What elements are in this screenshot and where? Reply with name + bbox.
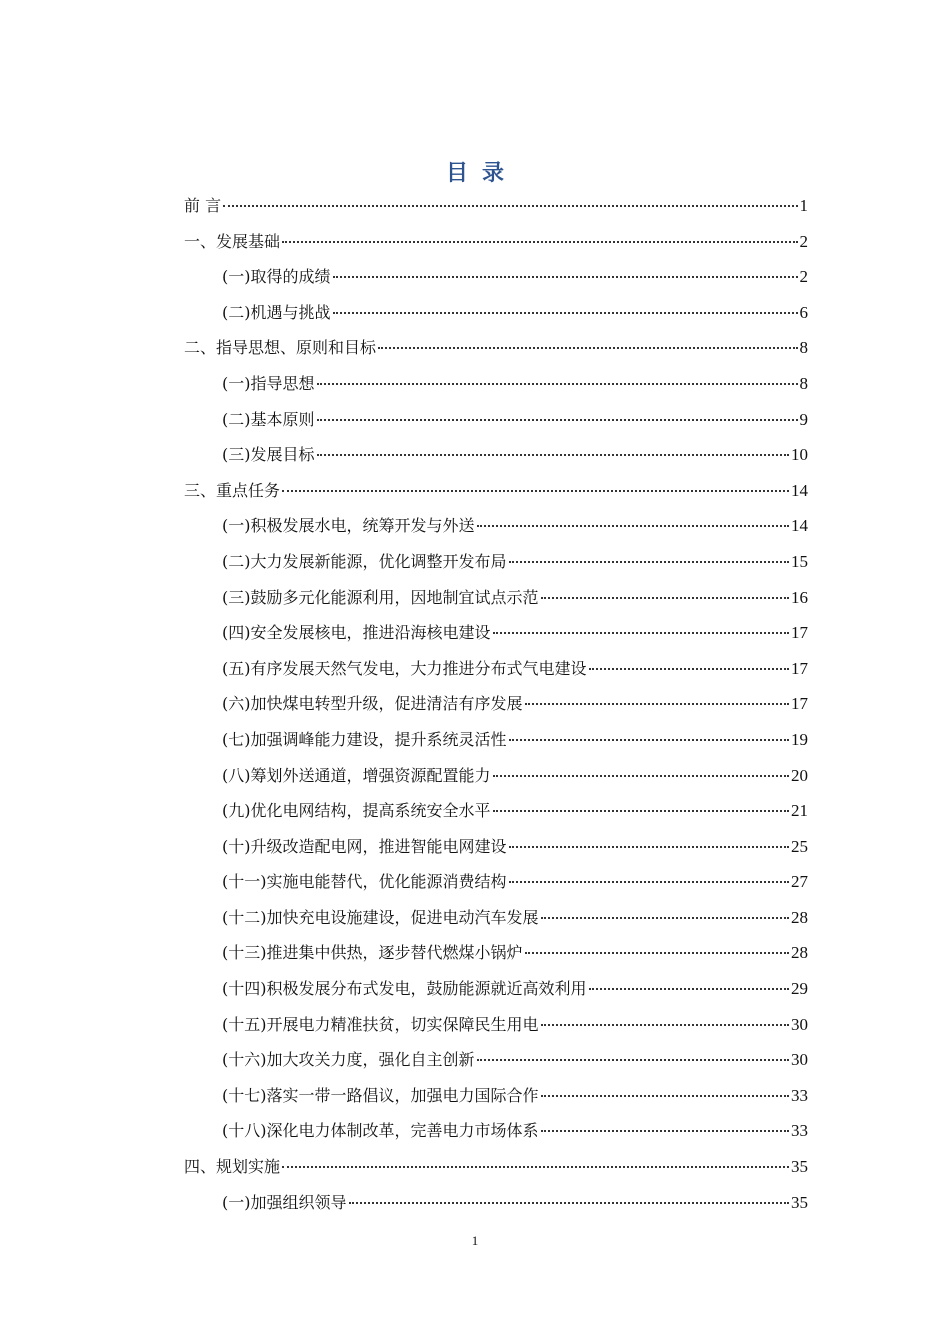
toc-entry[interactable] — [184, 437, 808, 473]
toc-entry-page: 19 — [791, 729, 808, 749]
toc-entry[interactable] — [184, 935, 808, 971]
toc-entry[interactable] — [184, 1042, 808, 1078]
toc-entry[interactable] — [184, 330, 808, 366]
toc-entry-label: (一)取得的成绩 — [222, 267, 331, 287]
dot-leader — [541, 1130, 790, 1132]
toc-entry-page: 33 — [791, 1121, 808, 1141]
toc-entry-page: 2 — [799, 267, 808, 287]
toc-entry[interactable] — [184, 188, 808, 224]
toc-entry[interactable] — [184, 971, 808, 1007]
dot-leader — [541, 1024, 790, 1026]
dot-leader — [589, 988, 790, 990]
toc-entry-page: 28 — [791, 943, 808, 963]
toc-entry[interactable] — [184, 651, 808, 687]
dot-leader — [477, 1059, 790, 1061]
toc-entry[interactable] — [184, 473, 808, 509]
toc-entry[interactable] — [184, 259, 808, 295]
dot-leader — [493, 632, 790, 634]
dot-leader — [525, 952, 790, 954]
dot-leader — [477, 525, 790, 527]
toc-entry-label: (九)优化电网结构，提高系统安全水平 — [222, 801, 491, 821]
toc-entry-page: 35 — [791, 1157, 808, 1177]
toc-entry-label: (一)加强组织领导 — [222, 1192, 347, 1212]
toc-entry-page: 20 — [791, 765, 808, 785]
dot-leader — [493, 775, 790, 777]
toc-entry-label: (十八)深化电力体制改革，完善电力市场体系 — [222, 1121, 539, 1141]
dot-leader — [509, 561, 790, 563]
dot-leader — [282, 241, 797, 243]
toc-entry-label: 一、发展基础 — [184, 231, 281, 251]
toc-entry-page: 1 — [799, 196, 808, 215]
toc-entry-label: (三)鼓励多元化能源利用，因地制宜试点示范 — [222, 587, 539, 607]
toc-entry-page: 15 — [791, 551, 808, 571]
toc-entry[interactable] — [184, 793, 808, 829]
toc-entry-label: (十四)积极发展分布式发电，鼓励能源就近高效利用 — [222, 979, 587, 999]
toc-entry[interactable] — [184, 508, 808, 544]
toc-entry-page: 35 — [791, 1192, 808, 1212]
toc-entry[interactable] — [184, 1078, 808, 1114]
toc-entry-page: 8 — [799, 373, 808, 393]
toc-list — [184, 188, 808, 1220]
toc-entry-label: 四、规划实施 — [184, 1157, 281, 1177]
toc-entry[interactable] — [184, 366, 808, 402]
dot-leader — [493, 810, 790, 812]
page-number: 1 — [471, 1233, 479, 1248]
toc-entry-label: (三)发展目标 — [222, 445, 315, 465]
toc-entry[interactable] — [184, 544, 808, 580]
toc-entry-label: (四)安全发展核电，推进沿海核电建设 — [222, 623, 491, 643]
toc-entry-page: 17 — [791, 694, 808, 714]
dot-leader — [541, 597, 790, 599]
toc-entry-label: (十六)加大攻关力度，强化自主创新 — [222, 1050, 475, 1070]
toc-entry-label: (二)基本原则 — [222, 409, 315, 429]
dot-leader — [378, 347, 797, 349]
toc-entry-page: 10 — [791, 445, 808, 465]
toc-entry-label: 二、指导思想、原则和目标 — [184, 338, 377, 358]
toc-entry-label: (二)机遇与挑战 — [222, 302, 331, 322]
toc-entry[interactable] — [184, 722, 808, 758]
toc-entry-page: 25 — [791, 836, 808, 856]
dot-leader — [282, 1166, 789, 1168]
dot-leader — [223, 205, 797, 207]
dot-leader — [317, 419, 798, 421]
toc-entry-page: 2 — [799, 231, 808, 251]
toc-entry-label: (六)加快煤电转型升级，促进清洁有序发展 — [222, 694, 523, 714]
toc-entry-page: 14 — [791, 480, 808, 500]
toc-entry-label: (十)升级改造配电网，推进智能电网建设 — [222, 836, 507, 856]
toc-entry-page: 30 — [791, 1050, 808, 1070]
toc-entry-page: 28 — [791, 907, 808, 927]
toc-entry-label: (十二)加快充电设施建设，促进电动汽车发展 — [222, 907, 539, 927]
toc-entry-label: 前 言 — [184, 196, 222, 215]
dot-leader — [317, 454, 790, 456]
dot-leader — [333, 312, 798, 314]
toc-entry[interactable] — [184, 900, 808, 936]
toc-entry-label: (五)有序发展天然气发电，大力推进分布式气电建设 — [222, 658, 587, 678]
toc-entry-page: 17 — [791, 658, 808, 678]
toc-entry-label: (十七)落实一带一路倡议，加强电力国际合作 — [222, 1085, 539, 1105]
toc-entry-label: (一)积极发展水电，统筹开发与外送 — [222, 516, 475, 536]
toc-entry-label: (七)加强调峰能力建设，提升系统灵活性 — [222, 729, 507, 749]
toc-entry-label: (十五)开展电力精准扶贫，切实保障民生用电 — [222, 1014, 539, 1034]
toc-entry-page: 17 — [791, 623, 808, 643]
toc-entry-page: 14 — [791, 516, 808, 536]
dot-leader — [509, 881, 790, 883]
toc-entry-page: 9 — [799, 409, 808, 429]
dot-leader — [349, 1202, 790, 1204]
dot-leader — [541, 917, 790, 919]
dot-leader — [589, 668, 790, 670]
toc-entry-page: 16 — [791, 587, 808, 607]
toc-entry-label: (八)筹划外送通道，增强资源配置能力 — [222, 765, 491, 785]
dot-leader — [525, 703, 790, 705]
toc-entry[interactable] — [184, 580, 808, 616]
toc-entry-page: 29 — [791, 979, 808, 999]
toc-entry-label: (十一)实施电能替代，优化能源消费结构 — [222, 872, 507, 892]
toc-title: 目录 — [445, 161, 518, 186]
toc-entry[interactable] — [184, 864, 808, 900]
toc-entry-page: 33 — [791, 1085, 808, 1105]
toc-entry-page: 21 — [791, 801, 808, 821]
toc-entry-page: 8 — [799, 338, 808, 358]
dot-leader — [317, 383, 798, 385]
toc-entry-page: 27 — [791, 872, 808, 892]
toc-entry[interactable] — [184, 686, 808, 722]
toc-entry-label: (十三)推进集中供热，逐步替代燃煤小锅炉 — [222, 943, 523, 963]
toc-entry-page: 6 — [799, 302, 808, 322]
toc-entry[interactable] — [184, 295, 808, 331]
toc-entry[interactable] — [184, 1149, 808, 1185]
toc-entry[interactable] — [184, 829, 808, 865]
dot-leader — [282, 490, 789, 492]
dot-leader — [509, 739, 790, 741]
toc-entry[interactable] — [184, 615, 808, 651]
dot-leader — [541, 1095, 790, 1097]
toc-entry[interactable] — [184, 1007, 808, 1043]
dot-leader — [509, 846, 790, 848]
toc-entry[interactable] — [184, 1185, 808, 1221]
toc-entry[interactable] — [184, 1113, 808, 1149]
toc-entry[interactable] — [184, 224, 808, 260]
toc-entry[interactable] — [184, 402, 808, 438]
toc-entry-label: 三、重点任务 — [184, 480, 281, 500]
toc-entry-label: (二)大力发展新能源，优化调整开发布局 — [222, 551, 507, 571]
toc-entry-label: (一)指导思想 — [222, 373, 315, 393]
dot-leader — [333, 276, 798, 278]
toc-entry-page: 30 — [791, 1014, 808, 1034]
toc-entry[interactable] — [184, 758, 808, 794]
